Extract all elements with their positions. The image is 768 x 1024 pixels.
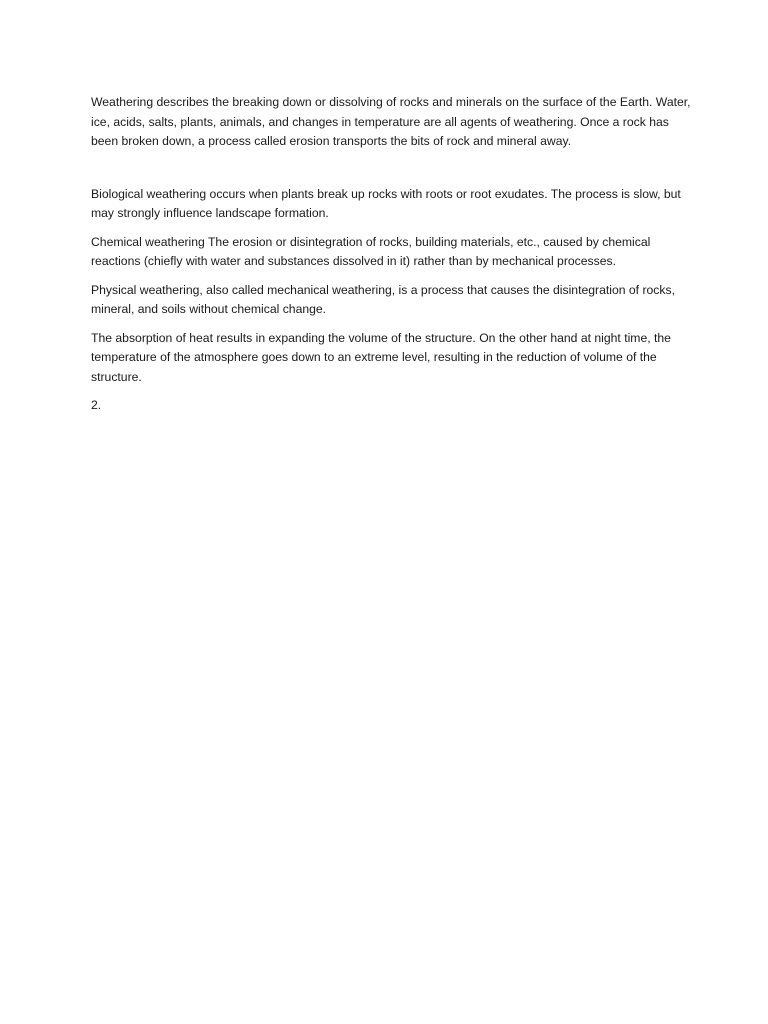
paragraph-physical-weathering: Physical weathering, also called mechanical weathering, is a process that causes the disintegration of rocks, mineral, and soils without chemical change.: [91, 282, 675, 316]
paragraph-chemical-weathering: Chemical weathering The erosion or disintegration of rocks, building materials, etc., caused by chemical reactions (chiefly with water and substances dissolved in it) rather than by mechanical processes.: [91, 234, 651, 268]
document-body: [91, 93, 691, 425]
paragraph-biological-weathering: Biological weathering occurs when plants break up rocks with roots or root exudates. The process is slow, but may strongly influence landscape formation.: [91, 186, 681, 220]
paragraph-heat-absorption: The absorption of heat results in expanding the volume of the structure. On the other hand at night time, the temperature of the atmosphere goes down to an extreme level, resulting in the reduction of volume of the structure.: [91, 330, 671, 384]
list-number-2: 2.: [91, 398, 102, 412]
paragraph-weathering-intro: Weathering describes the breaking down or dissolving of rocks and minerals on the surface of the Earth. Water, ice, acids, salts, plants, animals, and changes in temperature are all agents of weathering. Once a rock has been broken down, a process called erosion transports the bits of rock and mineral away.: [91, 95, 691, 148]
